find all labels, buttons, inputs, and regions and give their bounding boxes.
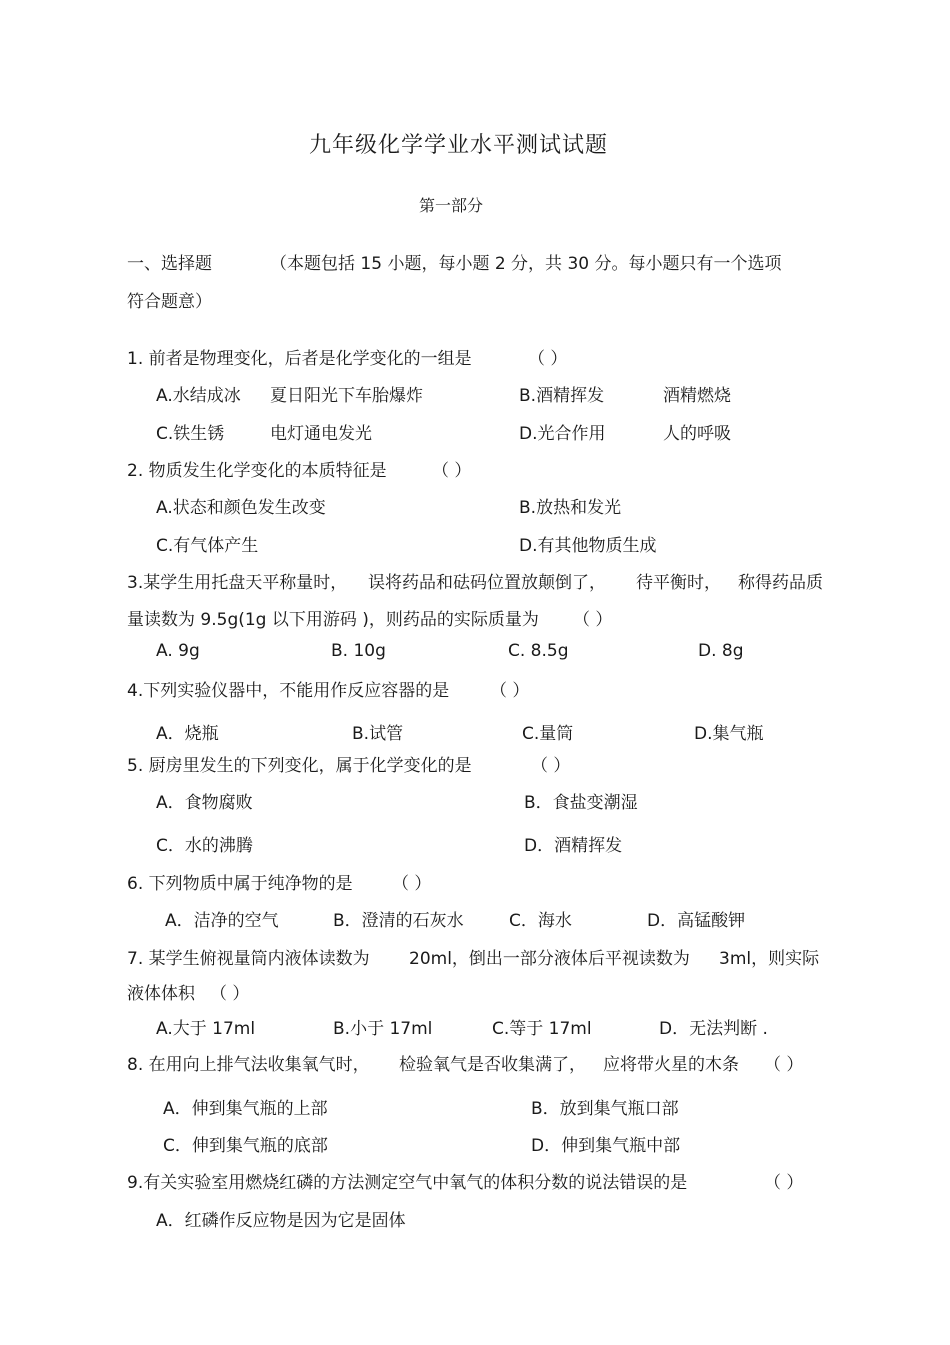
part-heading: 第一部分 [419, 196, 484, 215]
q5-option-b: B．食盐变潮湿 [524, 793, 638, 813]
q2-option-b: B.放热和发光 [519, 498, 622, 518]
q6-option-c: C．海水 [509, 911, 572, 931]
q1-option-d-second: 人的呼吸 [663, 424, 731, 444]
q7-stem-part2: 20ml，倒出一部分液体后平视读数为 [409, 949, 690, 969]
q3-option-d: D. 8g [698, 641, 744, 661]
q3-stem-part4: 称得药品质 [738, 573, 823, 593]
q7-stem-line2: 液体体积 [127, 984, 195, 1004]
q1-answer-paren: （ ） [528, 349, 568, 369]
q4-option-a: A．烧瓶 [156, 724, 219, 744]
q3-stem-part3: 待平衡时， [636, 573, 721, 593]
q6-option-a: A．洁净的空气 [165, 911, 279, 931]
q2-stem: 2. 物质发生化学变化的本质特征是 [127, 461, 387, 481]
q6-stem: 6. 下列物质中属于纯净物的是 [127, 874, 353, 894]
q9-answer-paren: （ ） [764, 1173, 804, 1193]
q2-answer-paren: （ ） [432, 461, 472, 481]
q4-option-b: B.试管 [352, 724, 404, 744]
q3-answer-paren: （ ） [573, 610, 613, 630]
q1-option-b-second: 酒精燃烧 [663, 386, 731, 406]
q3-stem-part1: 3.某学生用托盘天平称量时， [127, 573, 348, 593]
page-title: 九年级化学学业水平测试试题 [309, 133, 609, 158]
q1-stem: 1. 前者是物理变化，后者是化学变化的一组是 [127, 349, 472, 369]
q7-answer-paren: （ ） [210, 984, 250, 1004]
q4-stem: 4.下列实验仪器中，不能用作反应容器的是 [127, 681, 450, 701]
q7-option-b: B.小于 17ml [333, 1019, 433, 1039]
q8-option-d: D．伸到集气瓶中部 [531, 1136, 681, 1156]
q1-option-a: A.水结成冰 [156, 386, 241, 406]
section-note-line1: （本题包括 15 小题，每小题 2 分，共 30 分。每小题只有一个选项 [270, 254, 782, 274]
q3-option-a: A. 9g [156, 641, 200, 661]
q6-answer-paren: （ ） [392, 874, 432, 894]
q2-option-c: C.有气体产生 [156, 536, 259, 556]
q6-option-b: B．澄清的石灰水 [333, 911, 464, 931]
q8-option-c: C．伸到集气瓶的底部 [163, 1136, 328, 1156]
q7-stem-part3: 3ml，则实际 [719, 949, 820, 969]
q5-option-d: D．酒精挥发 [524, 836, 623, 856]
q1-option-c: C.铁生锈 [156, 424, 225, 444]
q4-answer-paren: （ ） [490, 681, 530, 701]
q1-option-c-second: 电灯通电发光 [270, 424, 372, 444]
q8-stem-part1: 8. 在用向上排气法收集氧气时， [127, 1055, 370, 1075]
q3-stem-line2: 量读数为 9.5g(1g 以下用游码 )，则药品的实际质量为 [127, 610, 539, 630]
q4-option-d: D.集气瓶 [694, 724, 764, 744]
q2-option-d: D.有其他物质生成 [519, 536, 657, 556]
q6-option-d: D．高锰酸钾 [647, 911, 746, 931]
q2-option-a: A.状态和颜色发生改变 [156, 498, 326, 518]
q8-answer-paren: （ ） [764, 1055, 804, 1075]
q8-option-b: B．放到集气瓶口部 [531, 1099, 679, 1119]
section-name: 一、选择题 [127, 254, 212, 274]
q7-stem-part1: 7. 某学生俯视量筒内液体读数为 [127, 949, 370, 969]
section-note-line2: 符合题意） [127, 292, 212, 312]
q5-option-c: C．水的沸腾 [156, 836, 253, 856]
q1-option-d: D.光合作用 [519, 424, 606, 444]
q7-option-d: D．无法判断 . [659, 1019, 768, 1039]
q9-stem: 9.有关实验室用燃烧红磷的方法测定空气中氧气的体积分数的说法错误的是 [127, 1173, 688, 1193]
q4-option-c: C.量筒 [522, 724, 574, 744]
q8-option-a: A．伸到集气瓶的上部 [163, 1099, 328, 1119]
q8-stem-part3: 应将带火星的木条 [603, 1055, 739, 1075]
q1-option-a-second: 夏日阳光下车胎爆炸 [270, 386, 423, 406]
q3-option-c: C. 8.5g [508, 641, 569, 661]
q1-option-b: B.酒精挥发 [519, 386, 605, 406]
q7-option-c: C.等于 17ml [492, 1019, 592, 1039]
q7-option-a: A.大于 17ml [156, 1019, 256, 1039]
q3-option-b: B. 10g [331, 641, 386, 661]
q3-stem-part2: 误将药品和砝码位置放颠倒了， [368, 573, 606, 593]
q5-answer-paren: （ ） [531, 756, 571, 776]
q5-option-a: A．食物腐败 [156, 793, 253, 813]
q9-option-a: A．红磷作反应物是因为它是固体 [156, 1211, 406, 1231]
q5-stem: 5. 厨房里发生的下列变化，属于化学变化的是 [127, 756, 472, 776]
q8-stem-part2: 检验氧气是否收集满了， [399, 1055, 586, 1075]
